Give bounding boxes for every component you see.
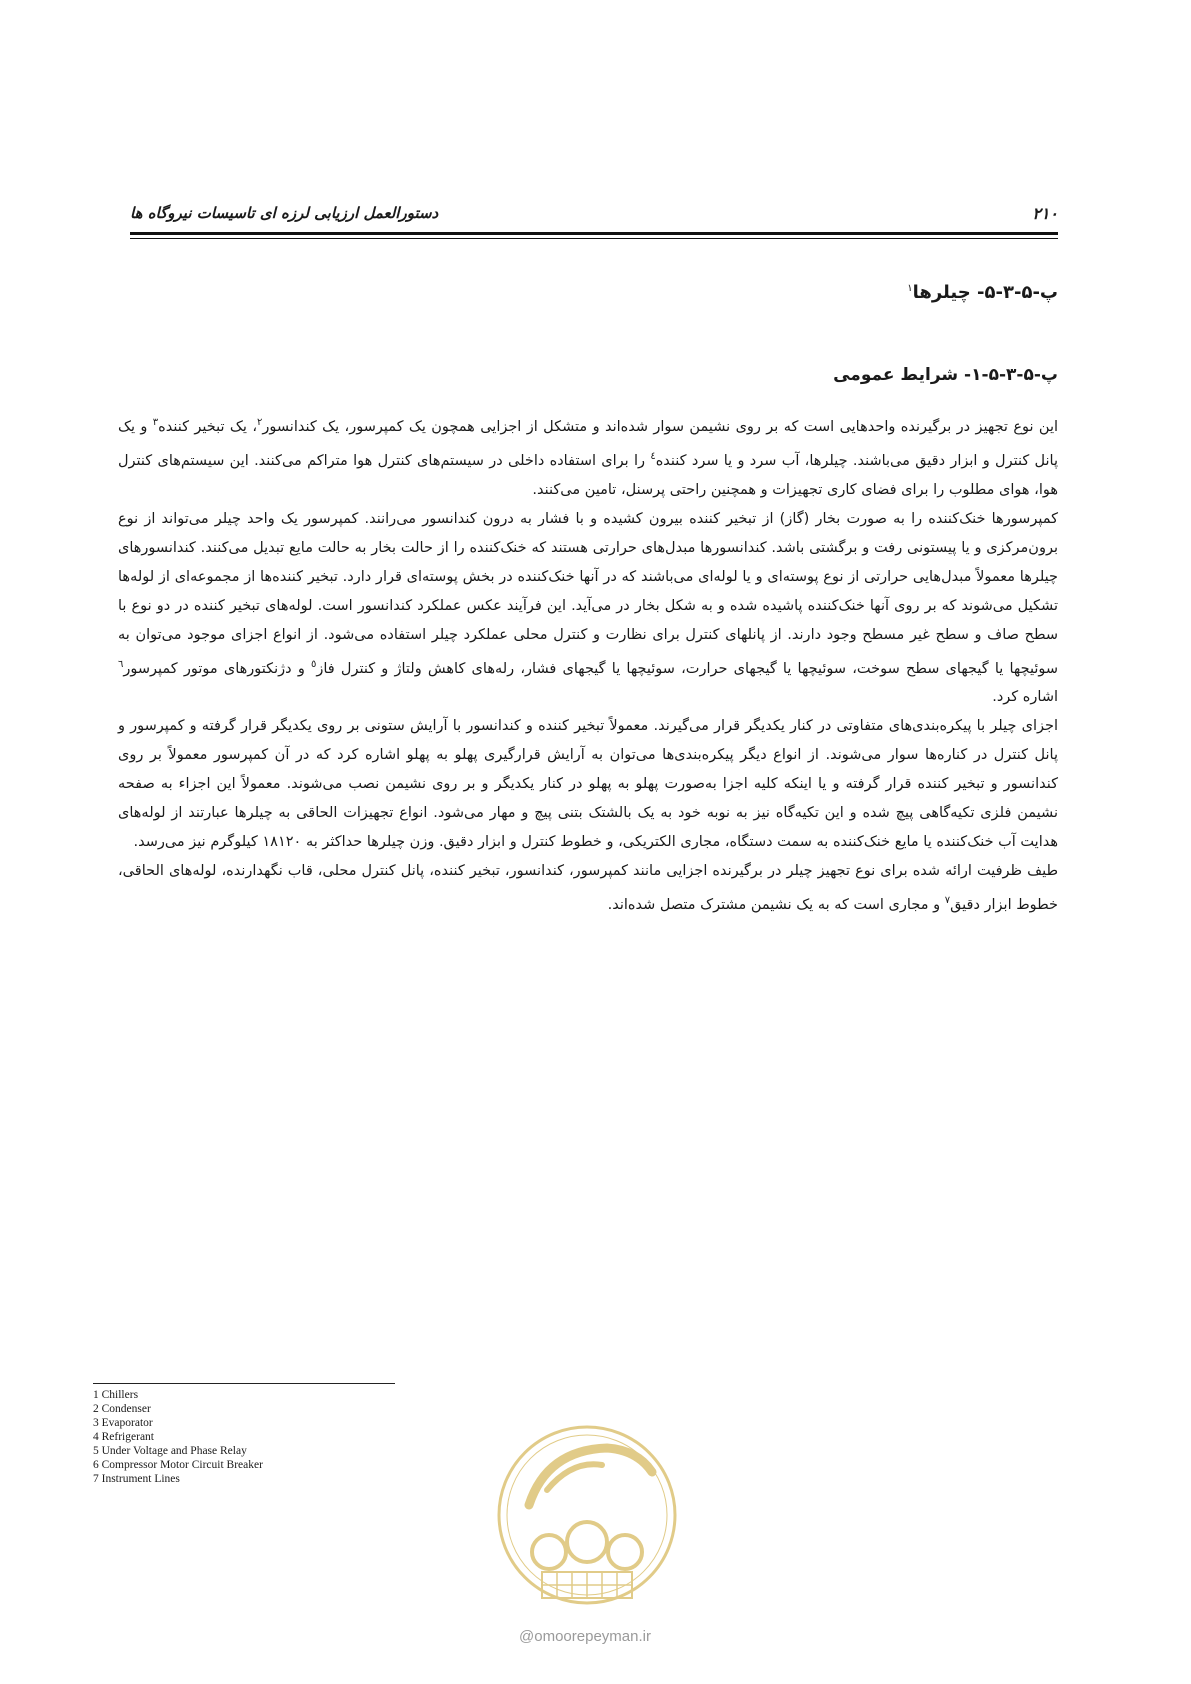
watermark-url: @omoorepeyman.ir [519,1628,651,1645]
text-run: کمپرسورها خنک‌کننده را به صورت بخار (گاز) از تبخیر کننده بیرون کشیده و با فشار به درون کندانسور می‌رانند. کمپرسور یک واحد چیلر می‌تواند از نوع برون‌مرکزی و یا پیستونی رفت و برگشتی باشد. کندانسورها مبدل‌های حرارتی هستند که خنک‌کننده را از حالت بخار به حالت مایع تبدیل می‌کنند. کندانسورهای چیلرها معمولاً مبدل‌هایی حرارتی از نوع پوسته‌ای و یا لوله‌ای می‌باشند که در آنها خنک‌کننده در بخش پوسته‌ای قرار دارد. تبخیر کننده‌ها از مجموعه‌ای از لوله‌ها تشکیل می‌شوند که بر روی آنها خنک‌کننده پاشیده شده و به شکل بخار در می‌آید. این فرآیند عکس عملکرد کندانسور است. لوله‌های تبخیر کننده در دو نوع با سطح صاف و سطح غیر مسطح وجود دارند. از پانلهای کنترل برای نظارت و کنترل محلی عملکرد چیلر استفاده می‌شود. از انواع اجزای موجود می‌توان به سوئیچها یا گیجهای سطح سوخت، سوئیچها یا گیجهای حرارت، سوئیچها یا گیجهای فشار، رله‌های کاهش ولتاژ و کنترل فاز [118,510,1058,677]
footnote-item: 6 Compressor Motor Circuit Breaker [93,1459,263,1471]
footnote-ref: ۲ [257,417,263,428]
footnote-item: 2 Condenser [93,1403,151,1415]
footnote-ref: ۱ [907,283,913,294]
text-run: را برای استفاده داخلی در سیستم‌های کنترل هوا متراکم می‌کنند. این سیستم‌های کنترل هوا، هوای مطلوب را برای فضای کاری تجهیزات و همچنین راحتی پرسنل، تامین می‌کنند. [118,452,1058,498]
running-header [130,200,1058,226]
text-run: ، یک تبخیر کننده [158,418,257,435]
footnote-ref: ۷ [944,895,951,907]
text-run: این نوع تجهیز در برگیرنده واحدهایی است که بر روی نشیمن سوار شده‌اند و متشکل از اجزایی همچون یک کمپرسور، یک کندانسور [262,418,1059,435]
footnote-ref: ۳ [152,417,159,428]
text-run: اشاره کرد. [992,689,1058,706]
page-number: ۲۱۰ [1032,203,1058,223]
footnote-ref: ٦ [118,658,124,670]
footnote-item: 7 Instrument Lines [93,1473,180,1485]
footnote-separator [93,1383,395,1384]
footnote-item: 3 Evaporator [93,1417,153,1429]
section-heading [907,282,1058,303]
watermark-logo-icon [487,1410,687,1620]
footnote-item: 1 Chillers [93,1389,139,1401]
footnotes [93,1388,263,1486]
footnote-ref: ٥ [311,658,317,670]
section-heading-text: پ-۵-۳-۵- چیلرها [912,282,1058,303]
text-run: و یک پانل کنترل و ابزار دقیق می‌باشند. چیلرها، آب سرد و یا سرد کننده [118,418,1058,469]
text-run: طیف ظرفیت ارائه شده برای نوع تجهیز چیلر در برگیرنده اجزایی مانند کمپرسور، کندانسور، تبخیر کننده، پانل کنترل محلی، قاب نگهدارنده، لوله‌های الحاقی، خطوط ابزار دقیق [118,863,1058,914]
paragraph-3: اجزای چیلر با پیکره‌بندی‌های متفاوتی در کنار یکدیگر قرار می‌گیرند. معمولاً تبخیر کننده و کندانسور با آرایش ستونی بر روی یکدیگر قرار گرفته و کمپرسور و پانل کنترل در کناره‌ها سوار می‌شوند. از انواع دیگر پیکره‌بندی‌ها می‌توان به آرایش قرارگیری پهلو به پهلو اشاره کرد که در آن کمپرسور معمولاً بر روی کندانسور و تبخیر کننده قرار گرفته و یا اینکه کلیه اجزا به‌صورت پهلو به پهلو در کنار یکدیگر و بر روی نشیمن نصب می‌شوند. معمولاً این اجزاء به صفحه نشیمن فلزی تکیه‌گاهی پیچ شده و این تکیه‌گاه نیز به نوبه خود به یک بالشتک بتنی پیچ و مهار می‌شود. انواع تجهیزات الحاقی به چیلرها عبارتند از لوله‌های هدایت آب خنک‌کننده یا مایع خنک‌کننده به سمت دستگاه، مجاری الکتریکی، و خطوط کنترل و ابزار دقیق. وزن چیلرها حداکثر به ۱۸۱۲۰ کیلوگرم نیز می‌رسد. [118,718,1058,851]
text-run: و مجاری است که به یک نشیمن مشترک متصل شده‌اند. [607,897,945,914]
paragraph-2 [118,505,1058,713]
body-text [118,408,1058,920]
running-header-title: دستورالعمل ارزیابی لرزه ای تاسیسات نیروگاه ها [130,204,439,222]
paragraph-1 [118,408,1058,505]
header-rule-thick [130,232,1058,235]
footnote-ref: ٤ [650,450,656,462]
footnote-item: 5 Under Voltage and Phase Relay [93,1445,247,1457]
subsection-heading: پ-۵-۳-۵-۱- شرایط عمومی [833,365,1058,385]
header-rule-thin [130,238,1058,239]
paragraph-4 [118,857,1058,920]
text-run: و دژنکتورهای موتور کمپرسور [123,660,312,677]
footnote-item: 4 Refrigerant [93,1431,154,1443]
